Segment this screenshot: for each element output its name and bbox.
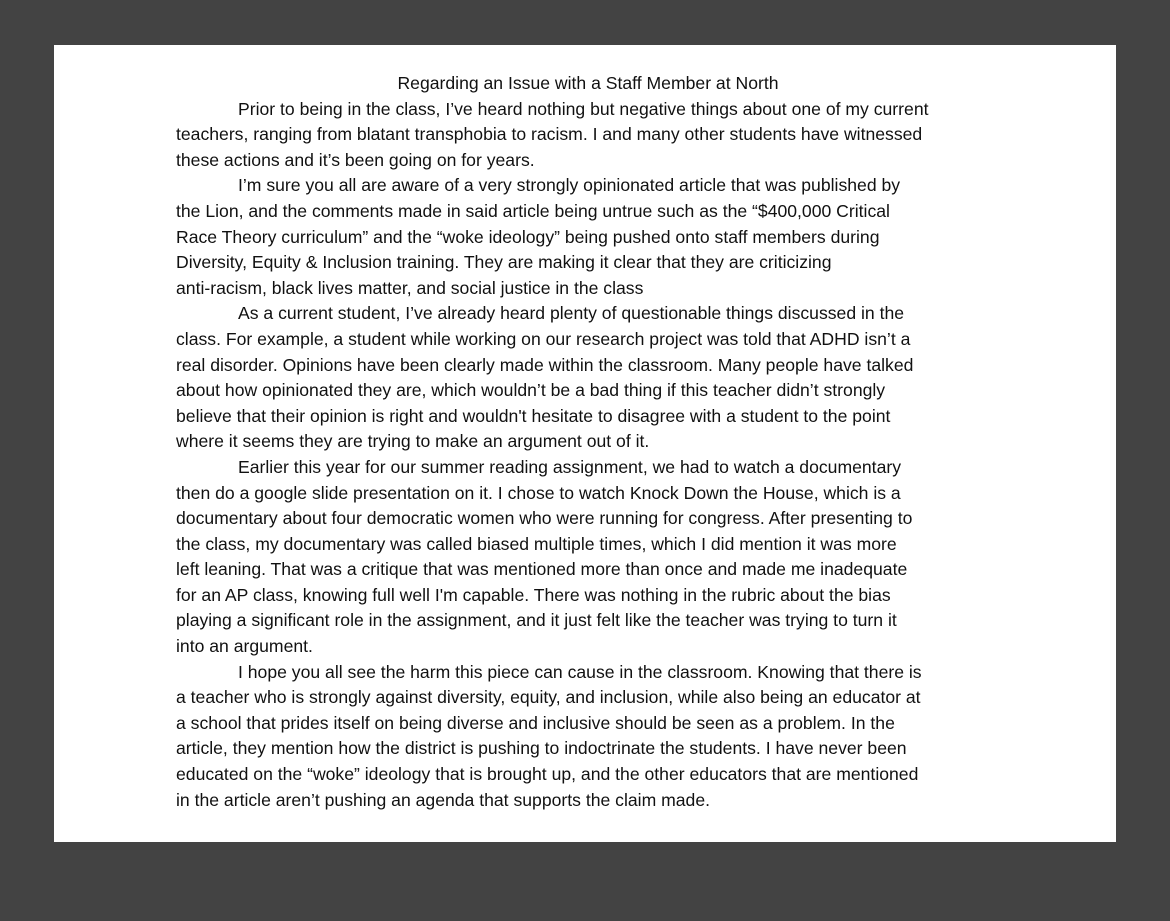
paragraph — [176, 173, 996, 301]
paragraph-list — [176, 97, 996, 814]
text-line: into an argument. — [176, 636, 313, 657]
paragraph — [176, 660, 996, 814]
paragraph — [176, 301, 996, 455]
text-line: I hope you all see the harm this piece can cause in the classroom. Knowing that there is — [238, 661, 922, 682]
text-line: playing a significant role in the assignment, and it just felt like the teacher was trying to turn it — [176, 610, 897, 631]
text-line: then do a google slide presentation on it. I chose to watch Knock Down the House, which is a — [176, 482, 901, 503]
text-line: the class, my documentary was called biased multiple times, which I did mention it was more — [176, 533, 897, 554]
text-line: about how opinionated they are, which wouldn’t be a bad thing if this teacher didn’t strongly — [176, 380, 886, 401]
text-line: the Lion, and the comments made in said article being untrue such as the “$400,000 Critical — [176, 200, 890, 221]
text-line: for an AP class, knowing full well I'm capable. There was nothing in the rubric about the bias — [176, 584, 891, 605]
text-line: teachers, ranging from blatant transphobia to racism. I and many other students have witnessed — [176, 124, 923, 145]
paragraph — [176, 455, 996, 660]
text-line: Diversity, Equity & Inclusion training. They are making it clear that they are criticizing — [176, 252, 832, 273]
paragraph — [176, 97, 996, 174]
text-line: documentary about four democratic women who were running for congress. After presenting to — [176, 508, 913, 529]
text-line: where it seems they are trying to make an argument out of it. — [176, 431, 650, 452]
text-line: believe that their opinion is right and wouldn't hesitate to disagree with a student to the point — [176, 405, 891, 426]
text-line: in the article aren’t pushing an agenda that supports the claim made. — [176, 789, 711, 810]
text-line: a school that prides itself on being diverse and inclusive should be seen as a problem. In the — [176, 712, 895, 733]
text-line: Prior to being in the class, I’ve heard nothing but negative things about one of my current — [238, 98, 929, 119]
text-line: left leaning. That was a critique that was mentioned more than once and made me inadequate — [176, 559, 908, 580]
document-body — [176, 71, 996, 813]
text-line: a teacher who is strongly against diversity, equity, and inclusion, while also being an educator at — [176, 687, 921, 708]
text-line: real disorder. Opinions have been clearly made within the classroom. Many people have talked — [176, 354, 914, 375]
text-line: anti-racism, black lives matter, and social justice in the class — [176, 277, 644, 298]
text-line: As a current student, I’ve already heard plenty of questionable things discussed in the — [238, 303, 905, 324]
document-page — [54, 45, 1116, 842]
text-line: these actions and it’s been going on for years. — [176, 149, 535, 170]
text-line: article, they mention how the district is pushing to indoctrinate the students. I have never been — [176, 738, 907, 759]
text-line: I’m sure you all are aware of a very strongly opinionated article that was published by — [238, 175, 901, 196]
text-line: educated on the “woke” ideology that is brought up, and the other educators that are mentioned — [176, 764, 919, 785]
text-line: class. For example, a student while working on our research project was told that ADHD isn’t a — [176, 328, 911, 349]
text-line: Race Theory curriculum” and the “woke ideology” being pushed onto staff members during — [176, 226, 880, 247]
document-title: Regarding an Issue with a Staff Member at North — [397, 73, 779, 93]
text-line: Earlier this year for our summer reading assignment, we had to watch a documentary — [238, 456, 902, 477]
